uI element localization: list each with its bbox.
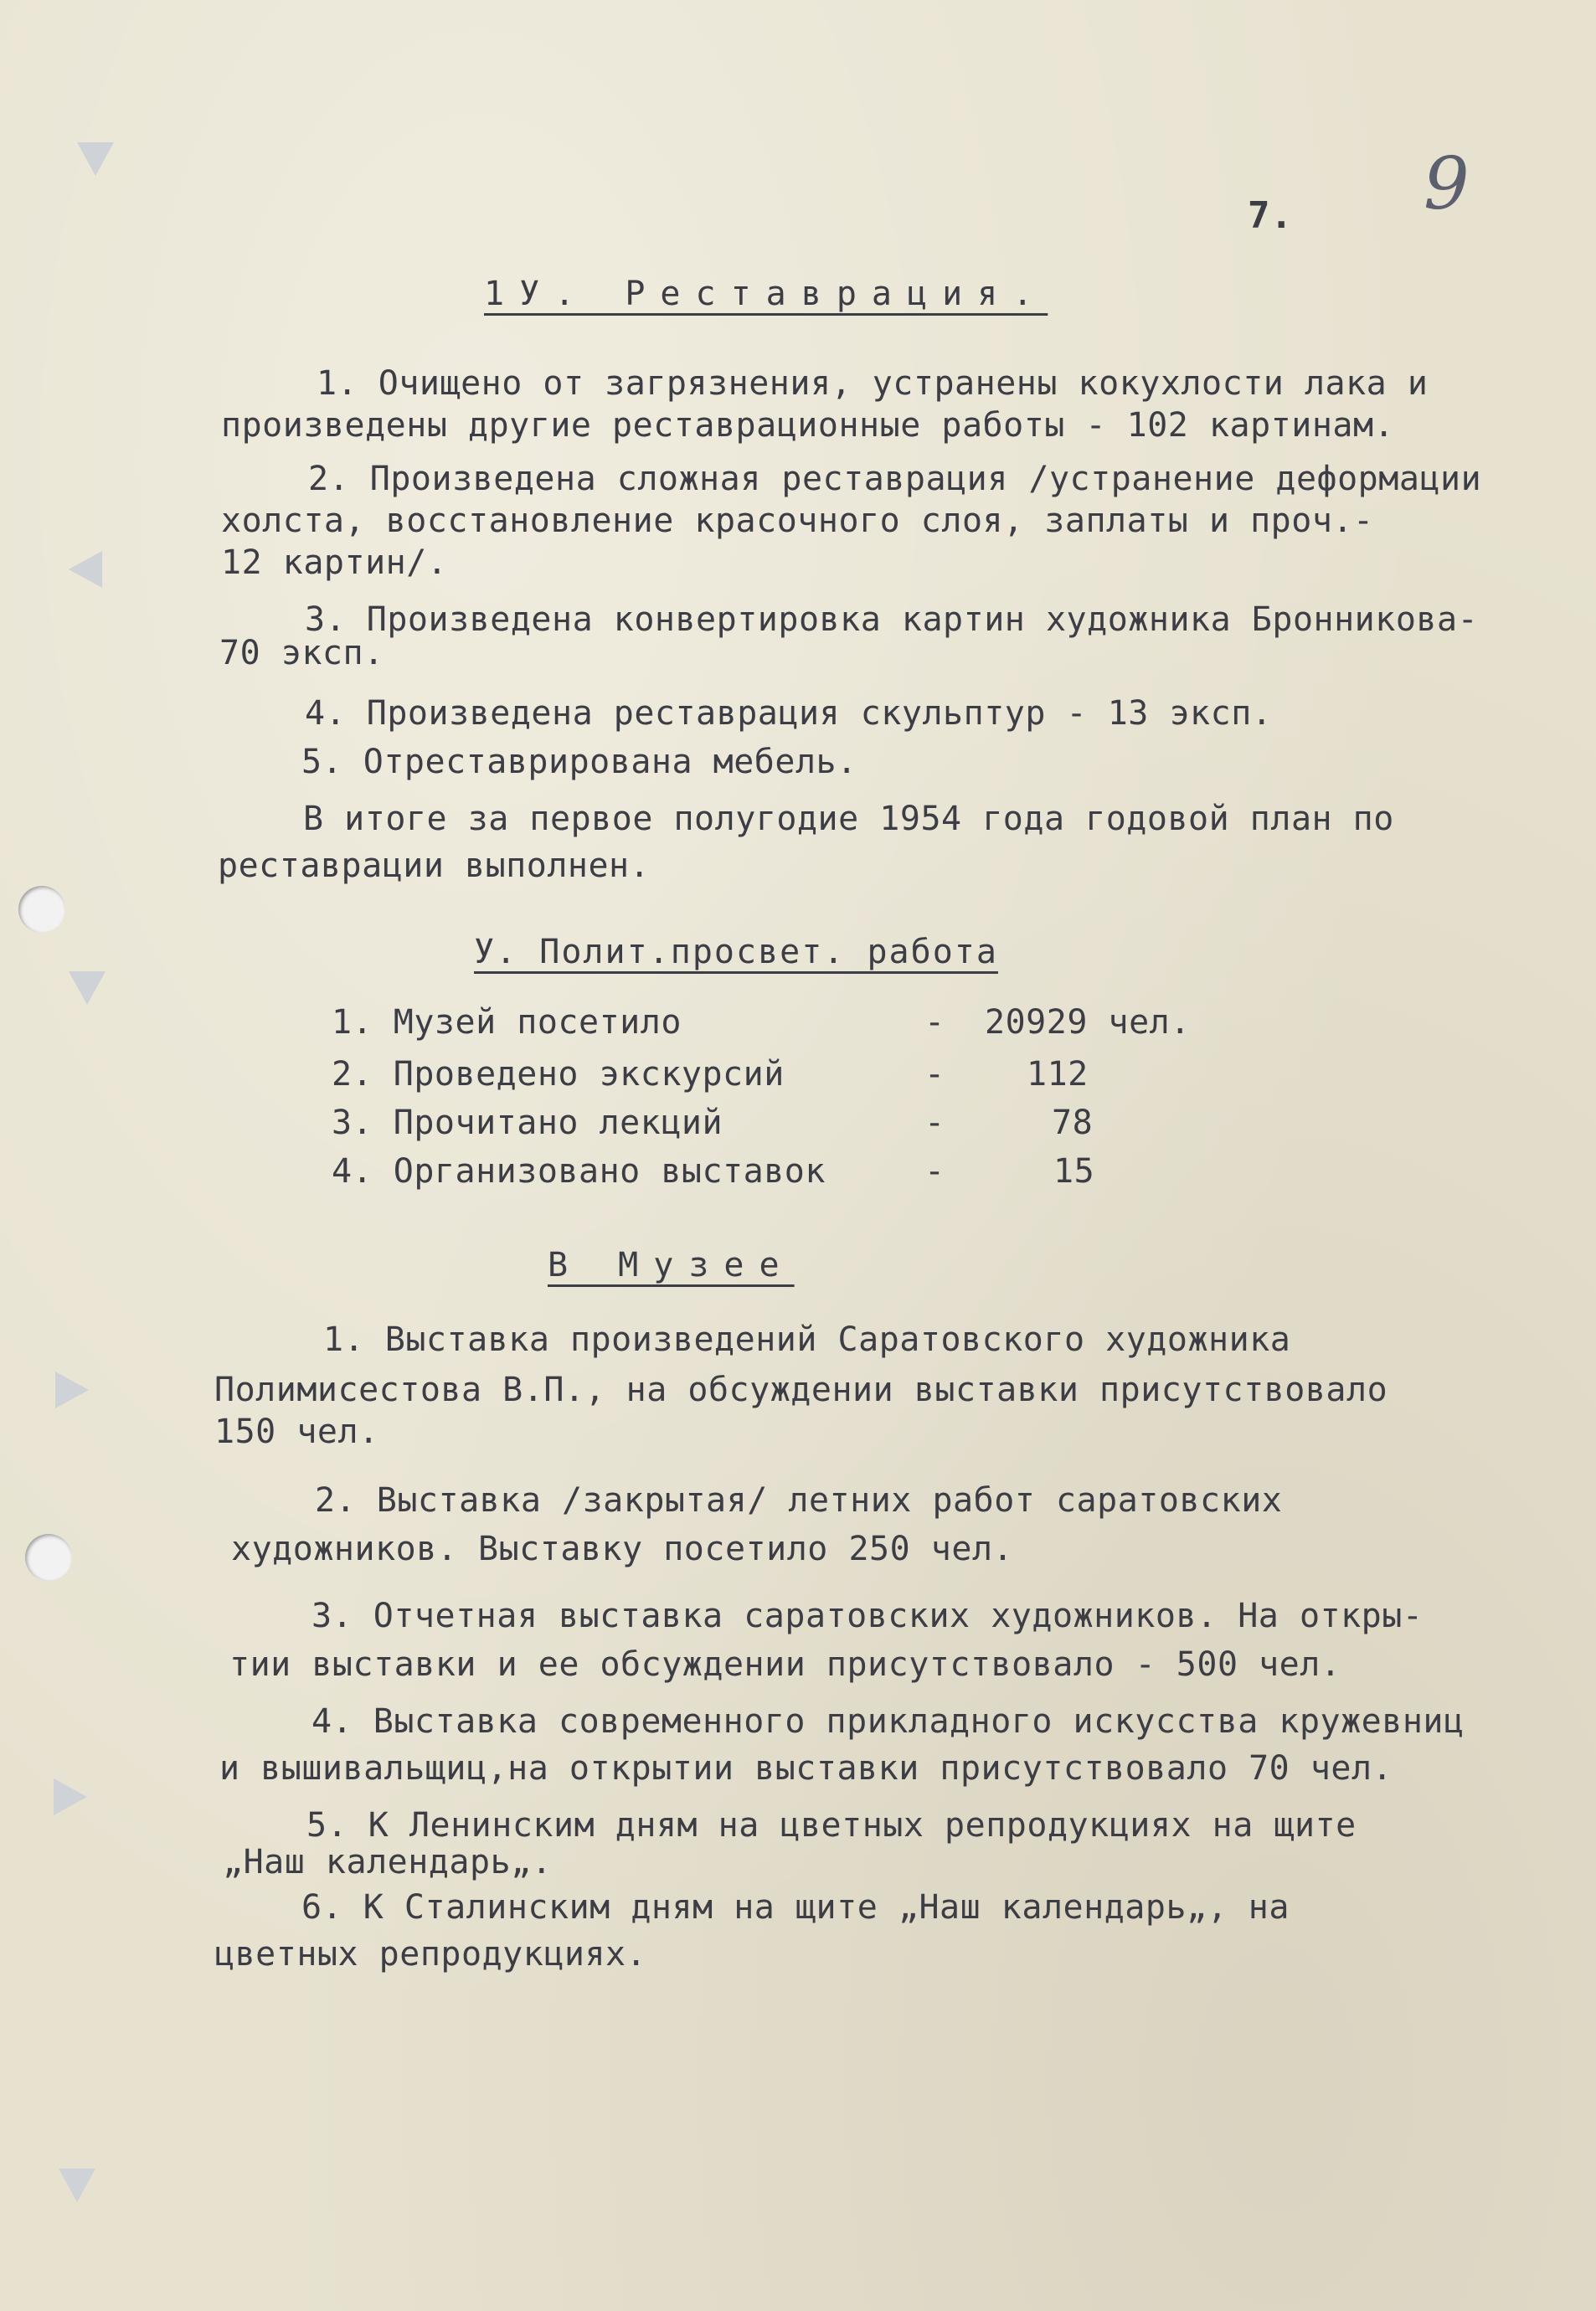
museum-line: 4. Выставка современного прикладного искусства кружевниц [311, 1702, 1465, 1741]
archive-page-number: 9 [1424, 142, 1470, 226]
restoration-line: 2. Произведена сложная реставрация /устранение деформации [308, 460, 1482, 498]
museum-line: художников. Выставку посетило 250 чел. [231, 1530, 1014, 1568]
museum-line: 1. Выставка произведений Саратовского художника [323, 1320, 1291, 1359]
binder-hole [25, 1534, 72, 1581]
torn-edge-mark [69, 971, 106, 1005]
museum-line: 5. К Ленинским дням на цветных репродукциях на щите [306, 1806, 1357, 1845]
museum-line: цветных репродукциях. [214, 1935, 647, 1974]
section-heading-museum: В Музее [548, 1246, 795, 1284]
restoration-line: 4. Произведена реставрация скульптур - 13 эксп. [305, 694, 1273, 733]
stat-value: 78 [1052, 1104, 1094, 1142]
museum-line: Полимисестова В.П., на обсуждении выставки присутствовало [214, 1371, 1388, 1409]
restoration-line: 5. Отреставрирована мебель. [301, 743, 857, 781]
museum-line: 6. К Сталинским дням на щите „Наш календарь„, на [301, 1888, 1290, 1927]
restoration-line: 12 картин/. [221, 543, 448, 582]
page-number: 7. [1248, 194, 1293, 237]
restoration-line: В итоге за первое полугодие 1954 года годовой план по [303, 800, 1394, 838]
stat-dash: - [924, 1003, 945, 1042]
restoration-line: произведены другие реставрационные работы - 102 картинам. [221, 406, 1395, 445]
binder-hole [18, 886, 65, 933]
museum-line: и вышивальщиц,на открытии выставки присутствовало 70 чел. [219, 1749, 1393, 1788]
stat-label: 1. Музей посетило [332, 1003, 682, 1042]
stat-label: 4. Организовано выставок [332, 1152, 826, 1191]
section-heading-restoration: 1У. Реставрация. [484, 275, 1048, 313]
stat-dash: - [924, 1055, 945, 1094]
torn-edge-mark [77, 142, 114, 176]
restoration-line: холста, восстановление красочного слоя, заплаты и проч.- [221, 502, 1374, 540]
stat-value: 112 [1027, 1055, 1089, 1094]
museum-line: 150 чел. [214, 1413, 379, 1451]
stat-value: 15 [1053, 1152, 1095, 1191]
museum-line: „Наш календарь„. [223, 1843, 553, 1881]
torn-edge-mark [59, 2169, 95, 2202]
museum-line: тии выставки и ее обсуждении присутствовало - 500 чел. [229, 1645, 1341, 1684]
stat-label: 2. Проведено экскурсий [332, 1055, 785, 1094]
stat-value: 20929 чел. [985, 1003, 1191, 1042]
restoration-line: 70 эксп. [219, 634, 384, 672]
stat-label: 3. Прочитано лекций [332, 1104, 723, 1142]
stat-dash: - [924, 1152, 945, 1191]
torn-edge-mark [55, 1372, 89, 1408]
torn-edge-mark [54, 1778, 87, 1815]
museum-line: 3. Отчетная выставка саратовских художников. На откры- [311, 1597, 1424, 1635]
restoration-line: 1. Очищено от загрязнения, устранены кокухлости лака и [317, 364, 1429, 403]
stat-dash: - [924, 1104, 945, 1142]
restoration-line: реставрации выполнен. [218, 847, 651, 885]
torn-edge-mark [69, 551, 102, 588]
restoration-line: 3. Произведена конвертировка картин художника Бронникова- [305, 600, 1479, 639]
section-heading-polit: У. Полит.просвет. работа [474, 933, 998, 971]
museum-line: 2. Выставка /закрытая/ летних работ саратовских [315, 1481, 1283, 1520]
